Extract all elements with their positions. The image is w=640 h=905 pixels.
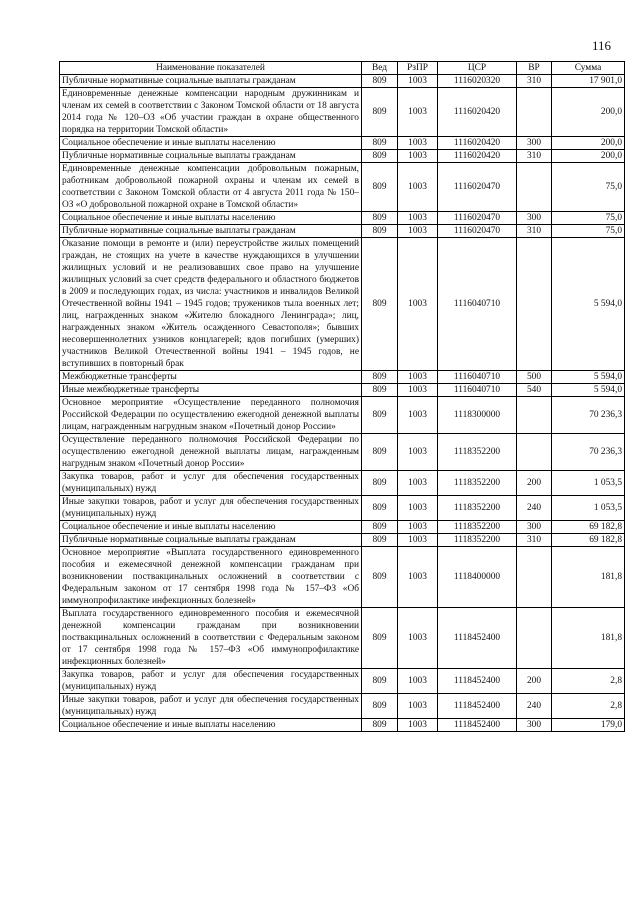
row-ved: 809 [362, 88, 398, 137]
table-row [60, 225, 625, 238]
page-number: 116 [592, 38, 612, 53]
row-rzpr: 1003 [398, 225, 438, 238]
row-rzpr: 1003 [398, 88, 438, 137]
table-row [60, 719, 625, 732]
table-row [60, 669, 625, 694]
row-name: Социальное обеспечение и иные выплаты населению [60, 212, 362, 225]
row-csr: 1118352200 [438, 434, 517, 471]
row-sum: 1 053,5 [552, 471, 625, 496]
row-sum: 2,8 [552, 669, 625, 694]
row-vr: 240 [517, 496, 552, 521]
row-name: Единовременные денежные компенсации народным дружинникам и членам их семей в соответствии с Законом Томской области от 18 августа 2014 года № 120–ОЗ «Об участии граждан в охране общественного порядка на территории Томской области» [60, 88, 362, 137]
row-vr: 300 [517, 719, 552, 732]
row-name: Публичные нормативные социальные выплаты гражданам [60, 534, 362, 547]
row-csr: 1118452400 [438, 694, 517, 719]
row-name: Межбюджетные трансферты [60, 371, 362, 384]
row-sum: 181,8 [552, 608, 625, 669]
row-ved: 809 [362, 137, 398, 150]
row-name: Иные межбюджетные трансферты [60, 384, 362, 397]
row-vr: 300 [517, 521, 552, 534]
row-name: Выплата государственного единовременного пособия и ежемесячной денежной компенсации гражданам при возникновении поствакцинальных осложнений в соответствии с Федеральным законом от 17 сентября 1998 года № 157–ФЗ «Об иммунопрофилактике инфекционных болезней» [60, 608, 362, 669]
row-name: Социальное обеспечение и иные выплаты населению [60, 521, 362, 534]
row-name: Публичные нормативные социальные выплаты гражданам [60, 150, 362, 163]
row-sum: 17 901,0 [552, 75, 625, 88]
row-vr: 300 [517, 212, 552, 225]
header-sum: Сумма [552, 62, 625, 75]
table-row [60, 137, 625, 150]
row-csr: 1116040710 [438, 384, 517, 397]
row-csr: 1116020470 [438, 163, 517, 212]
row-vr [517, 238, 552, 371]
row-csr: 1118352200 [438, 471, 517, 496]
row-sum: 5 594,0 [552, 238, 625, 371]
row-vr [517, 88, 552, 137]
row-csr: 1116040710 [438, 371, 517, 384]
row-vr [517, 434, 552, 471]
row-csr: 1118452400 [438, 608, 517, 669]
row-ved: 809 [362, 719, 398, 732]
table-row [60, 521, 625, 534]
row-name: Оказание помощи в ремонте и (или) переустройстве жилых помещений граждан, не стоящих на учете в качестве нуждающихся в улучшении жилищных условий и не реализовавших свое право на улучшение жилищных условий за счет средств федерального и областного бюджетов в 2009 и последующих годах, из числа: участников и инвалидов Великой Отечественной войны 1941 – 1945 годов; тружеников тыла военных лет; лиц, награжденных знаком «Жителю блокадного Ленинграда»; лиц, награжденных знаком «Житель осажденного Севастополя»; бывших несовершеннолетних узников концлагерей; вдов погибших (умерших) участников Великой Отечественной войны 1941 – 1945 годов, не вступивших в повторный брак [60, 238, 362, 371]
row-name: Публичные нормативные социальные выплаты гражданам [60, 225, 362, 238]
table-row [60, 150, 625, 163]
row-rzpr: 1003 [398, 694, 438, 719]
row-rzpr: 1003 [398, 608, 438, 669]
row-vr: 310 [517, 225, 552, 238]
row-sum: 200,0 [552, 137, 625, 150]
table-row [60, 608, 625, 669]
row-sum: 69 182,8 [552, 521, 625, 534]
header-ved: Вед [362, 62, 398, 75]
row-csr: 1116020420 [438, 137, 517, 150]
header-csr: ЦСР [438, 62, 517, 75]
row-csr: 1118452400 [438, 669, 517, 694]
table-row [60, 371, 625, 384]
row-vr: 240 [517, 694, 552, 719]
row-sum: 179,0 [552, 719, 625, 732]
row-ved: 809 [362, 521, 398, 534]
row-vr: 310 [517, 534, 552, 547]
row-ved: 809 [362, 150, 398, 163]
table-row [60, 534, 625, 547]
row-ved: 809 [362, 397, 398, 434]
header-rzpr: РзПР [398, 62, 438, 75]
table-row [60, 694, 625, 719]
row-name: Иные закупки товаров, работ и услуг для обеспечения государственных (муниципальных) нужд [60, 496, 362, 521]
row-ved: 809 [362, 434, 398, 471]
row-name: Осуществление переданного полномочия Российской Федерации по осуществлению ежегодной денежной выплаты лицам, награжденным нагрудным знаком «Почетный донор России» [60, 434, 362, 471]
row-ved: 809 [362, 669, 398, 694]
table-row [60, 163, 625, 212]
row-rzpr: 1003 [398, 547, 438, 608]
header-name: Наименование показателей [60, 62, 362, 75]
row-rzpr: 1003 [398, 163, 438, 212]
table-row [60, 88, 625, 137]
row-vr [517, 608, 552, 669]
row-sum: 5 594,0 [552, 384, 625, 397]
row-rzpr: 1003 [398, 434, 438, 471]
row-name: Закупка товаров, работ и услуг для обеспечения государственных (муниципальных) нужд [60, 471, 362, 496]
row-csr: 1118352200 [438, 521, 517, 534]
row-vr: 500 [517, 371, 552, 384]
row-sum: 75,0 [552, 212, 625, 225]
row-vr: 540 [517, 384, 552, 397]
row-ved: 809 [362, 471, 398, 496]
row-csr: 1118300000 [438, 397, 517, 434]
row-rzpr: 1003 [398, 384, 438, 397]
row-csr: 1116020420 [438, 88, 517, 137]
row-rzpr: 1003 [398, 669, 438, 694]
budget-table [59, 61, 625, 732]
table-row [60, 384, 625, 397]
row-csr: 1116020470 [438, 225, 517, 238]
row-name: Единовременные денежные компенсации добровольным пожарным, работникам добровольной пожарной охраны и членам их семей в соответствии с Законом Томской области от 4 августа 2011 года № 150–ОЗ «О добровольной пожарной охране в Томской области» [60, 163, 362, 212]
row-name: Основное мероприятие «Осуществление переданного полномочия Российской Федерации по осуществлению ежегодной денежной выплаты лицам, награжденным нагрудным знаком «Почетный донор России» [60, 397, 362, 434]
row-rzpr: 1003 [398, 397, 438, 434]
header-vr: ВР [517, 62, 552, 75]
row-sum: 70 236,3 [552, 434, 625, 471]
row-name: Публичные нормативные социальные выплаты гражданам [60, 75, 362, 88]
table-row [60, 496, 625, 521]
row-name: Основное мероприятие «Выплата государственного единовременного пособия и ежемесячной денежной компенсации гражданам при возникновении поствакцинальных осложнений в соответствии с Федеральным законом от 17 сентября 1998 года № 157–ФЗ «Об иммунопрофилактике инфекционных болезней» [60, 547, 362, 608]
row-vr: 200 [517, 471, 552, 496]
row-sum: 181,8 [552, 547, 625, 608]
row-csr: 1118352200 [438, 496, 517, 521]
row-rzpr: 1003 [398, 719, 438, 732]
row-rzpr: 1003 [398, 534, 438, 547]
row-csr: 1116020470 [438, 212, 517, 225]
row-sum: 2,8 [552, 694, 625, 719]
row-sum: 75,0 [552, 163, 625, 212]
row-name: Социальное обеспечение и иные выплаты населению [60, 137, 362, 150]
row-ved: 809 [362, 547, 398, 608]
table-row [60, 434, 625, 471]
table-header-row [60, 62, 625, 75]
row-name: Социальное обеспечение и иные выплаты населению [60, 719, 362, 732]
row-csr: 1116020320 [438, 75, 517, 88]
row-vr [517, 397, 552, 434]
row-sum: 69 182,8 [552, 534, 625, 547]
row-ved: 809 [362, 496, 398, 521]
row-rzpr: 1003 [398, 521, 438, 534]
row-rzpr: 1003 [398, 150, 438, 163]
row-sum: 200,0 [552, 150, 625, 163]
row-ved: 809 [362, 238, 398, 371]
row-vr [517, 547, 552, 608]
row-name: Иные закупки товаров, работ и услуг для обеспечения государственных (муниципальных) нужд [60, 694, 362, 719]
row-sum: 5 594,0 [552, 371, 625, 384]
row-ved: 809 [362, 75, 398, 88]
table-row [60, 547, 625, 608]
table-row [60, 471, 625, 496]
row-ved: 809 [362, 163, 398, 212]
row-ved: 809 [362, 694, 398, 719]
row-ved: 809 [362, 212, 398, 225]
row-ved: 809 [362, 608, 398, 669]
row-ved: 809 [362, 384, 398, 397]
row-sum: 1 053,5 [552, 496, 625, 521]
row-ved: 809 [362, 225, 398, 238]
row-vr [517, 163, 552, 212]
row-sum: 75,0 [552, 225, 625, 238]
table-row [60, 75, 625, 88]
row-sum: 70 236,3 [552, 397, 625, 434]
row-ved: 809 [362, 534, 398, 547]
row-csr: 1118400000 [438, 547, 517, 608]
row-csr: 1116040710 [438, 238, 517, 371]
row-rzpr: 1003 [398, 471, 438, 496]
table-body [60, 75, 625, 732]
row-csr: 1118452400 [438, 719, 517, 732]
row-rzpr: 1003 [398, 371, 438, 384]
row-rzpr: 1003 [398, 137, 438, 150]
row-rzpr: 1003 [398, 238, 438, 371]
row-vr: 310 [517, 150, 552, 163]
row-ved: 809 [362, 371, 398, 384]
row-vr: 300 [517, 137, 552, 150]
row-vr: 200 [517, 669, 552, 694]
row-rzpr: 1003 [398, 75, 438, 88]
row-rzpr: 1003 [398, 496, 438, 521]
row-name: Закупка товаров, работ и услуг для обеспечения государственных (муниципальных) нужд [60, 669, 362, 694]
row-sum: 200,0 [552, 88, 625, 137]
row-csr: 1118352200 [438, 534, 517, 547]
table-row [60, 397, 625, 434]
row-csr: 1116020420 [438, 150, 517, 163]
table-row [60, 238, 625, 371]
table-row [60, 212, 625, 225]
row-rzpr: 1003 [398, 212, 438, 225]
row-vr: 310 [517, 75, 552, 88]
